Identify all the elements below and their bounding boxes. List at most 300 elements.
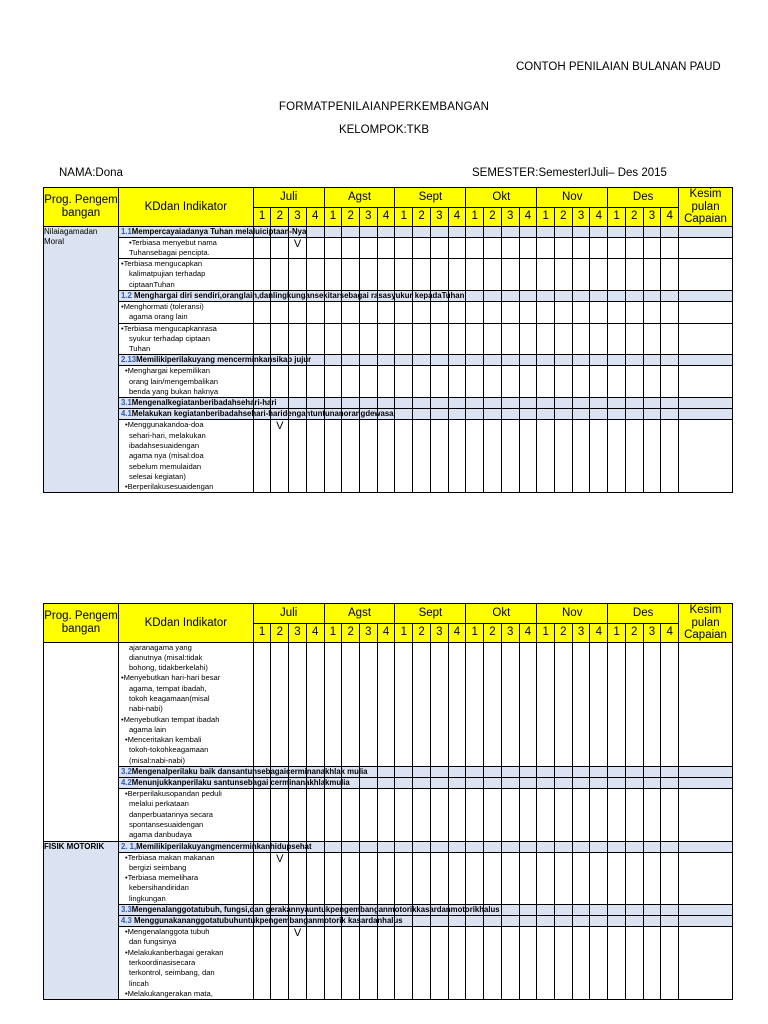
week-cell[interactable]	[430, 366, 448, 398]
week-cell[interactable]	[572, 841, 590, 852]
summary-cell[interactable]	[679, 355, 733, 366]
week-cell[interactable]	[377, 355, 395, 366]
week-cell[interactable]	[555, 226, 573, 237]
week-cell[interactable]	[501, 355, 519, 366]
week-cell[interactable]	[501, 301, 519, 323]
week-cell[interactable]	[253, 323, 271, 355]
week-cell[interactable]	[572, 905, 590, 916]
week-cell[interactable]	[484, 420, 502, 493]
week-cell[interactable]	[590, 226, 608, 237]
week-cell[interactable]	[306, 226, 324, 237]
week-cell[interactable]	[590, 301, 608, 323]
week-cell[interactable]	[360, 841, 378, 852]
week-cell[interactable]	[430, 841, 448, 852]
week-cell[interactable]	[608, 398, 626, 409]
week-cell[interactable]	[466, 237, 484, 259]
week-cell[interactable]	[342, 852, 360, 904]
week-cell[interactable]	[572, 916, 590, 927]
week-cell[interactable]	[625, 642, 643, 767]
check-mark[interactable]: V	[271, 420, 289, 493]
week-cell[interactable]	[324, 420, 342, 493]
week-cell[interactable]	[555, 420, 573, 493]
week-cell[interactable]	[608, 226, 626, 237]
week-cell[interactable]	[448, 409, 466, 420]
week-cell[interactable]	[448, 927, 466, 1000]
week-cell[interactable]	[661, 778, 679, 789]
week-cell[interactable]	[448, 767, 466, 778]
week-cell[interactable]	[395, 789, 413, 841]
week-cell[interactable]	[661, 852, 679, 904]
week-cell[interactable]	[555, 323, 573, 355]
week-cell[interactable]	[661, 409, 679, 420]
week-cell[interactable]	[661, 366, 679, 398]
week-cell[interactable]	[572, 290, 590, 301]
week-cell[interactable]	[590, 767, 608, 778]
week-cell[interactable]	[501, 237, 519, 259]
week-cell[interactable]	[519, 642, 537, 767]
week-cell[interactable]	[537, 841, 555, 852]
week-cell[interactable]	[643, 409, 661, 420]
week-cell[interactable]	[253, 420, 271, 493]
week-cell[interactable]	[484, 778, 502, 789]
week-cell[interactable]	[519, 778, 537, 789]
week-cell[interactable]	[377, 366, 395, 398]
week-cell[interactable]	[466, 642, 484, 767]
week-cell[interactable]	[430, 355, 448, 366]
week-cell[interactable]	[555, 778, 573, 789]
week-cell[interactable]	[448, 642, 466, 767]
week-cell[interactable]	[537, 420, 555, 493]
week-cell[interactable]	[590, 789, 608, 841]
week-cell[interactable]	[519, 916, 537, 927]
week-cell[interactable]	[608, 905, 626, 916]
week-cell[interactable]	[625, 916, 643, 927]
week-cell[interactable]	[501, 398, 519, 409]
week-cell[interactable]	[608, 852, 626, 904]
week-cell[interactable]	[324, 323, 342, 355]
week-cell[interactable]	[643, 323, 661, 355]
week-cell[interactable]	[430, 323, 448, 355]
week-cell[interactable]	[608, 789, 626, 841]
week-cell[interactable]	[271, 642, 289, 767]
week-cell[interactable]	[306, 927, 324, 1000]
week-cell[interactable]	[643, 226, 661, 237]
week-cell[interactable]	[625, 301, 643, 323]
week-cell[interactable]	[643, 778, 661, 789]
summary-cell[interactable]	[679, 852, 733, 904]
week-cell[interactable]	[537, 789, 555, 841]
week-cell[interactable]	[608, 355, 626, 366]
week-cell[interactable]	[537, 778, 555, 789]
week-cell[interactable]	[608, 767, 626, 778]
week-cell[interactable]	[661, 226, 679, 237]
week-cell[interactable]	[661, 398, 679, 409]
week-cell[interactable]	[608, 301, 626, 323]
week-cell[interactable]	[271, 323, 289, 355]
week-cell[interactable]	[555, 301, 573, 323]
week-cell[interactable]	[501, 420, 519, 493]
week-cell[interactable]	[395, 841, 413, 852]
week-cell[interactable]	[342, 398, 360, 409]
week-cell[interactable]	[519, 355, 537, 366]
week-cell[interactable]	[466, 778, 484, 789]
week-cell[interactable]	[395, 301, 413, 323]
week-cell[interactable]	[555, 841, 573, 852]
week-cell[interactable]	[271, 237, 289, 259]
week-cell[interactable]	[643, 789, 661, 841]
week-cell[interactable]	[377, 778, 395, 789]
week-cell[interactable]	[342, 642, 360, 767]
week-cell[interactable]	[590, 409, 608, 420]
summary-cell[interactable]	[679, 789, 733, 841]
summary-cell[interactable]	[679, 905, 733, 916]
week-cell[interactable]	[537, 301, 555, 323]
week-cell[interactable]	[306, 398, 324, 409]
week-cell[interactable]	[466, 290, 484, 301]
week-cell[interactable]	[661, 789, 679, 841]
week-cell[interactable]	[306, 420, 324, 493]
summary-cell[interactable]	[679, 237, 733, 259]
week-cell[interactable]	[413, 642, 431, 767]
week-cell[interactable]	[360, 366, 378, 398]
week-cell[interactable]	[413, 323, 431, 355]
week-cell[interactable]	[519, 420, 537, 493]
week-cell[interactable]	[590, 323, 608, 355]
week-cell[interactable]	[643, 290, 661, 301]
week-cell[interactable]	[625, 259, 643, 291]
week-cell[interactable]	[501, 778, 519, 789]
week-cell[interactable]	[484, 409, 502, 420]
week-cell[interactable]	[519, 398, 537, 409]
week-cell[interactable]	[377, 767, 395, 778]
week-cell[interactable]	[324, 642, 342, 767]
week-cell[interactable]	[253, 366, 271, 398]
week-cell[interactable]	[324, 355, 342, 366]
week-cell[interactable]	[661, 323, 679, 355]
week-cell[interactable]	[661, 301, 679, 323]
week-cell[interactable]	[572, 642, 590, 767]
summary-cell[interactable]	[679, 642, 733, 767]
week-cell[interactable]	[289, 366, 307, 398]
week-cell[interactable]	[324, 841, 342, 852]
week-cell[interactable]	[501, 841, 519, 852]
week-cell[interactable]	[519, 841, 537, 852]
week-cell[interactable]	[555, 927, 573, 1000]
week-cell[interactable]	[395, 778, 413, 789]
summary-cell[interactable]	[679, 409, 733, 420]
week-cell[interactable]	[253, 789, 271, 841]
week-cell[interactable]	[448, 366, 466, 398]
week-cell[interactable]	[360, 789, 378, 841]
week-cell[interactable]	[501, 927, 519, 1000]
week-cell[interactable]	[271, 789, 289, 841]
week-cell[interactable]	[537, 767, 555, 778]
week-cell[interactable]	[395, 355, 413, 366]
week-cell[interactable]	[661, 355, 679, 366]
week-cell[interactable]	[555, 398, 573, 409]
week-cell[interactable]	[572, 355, 590, 366]
week-cell[interactable]	[448, 226, 466, 237]
week-cell[interactable]	[519, 259, 537, 291]
week-cell[interactable]	[289, 420, 307, 493]
week-cell[interactable]	[395, 852, 413, 904]
week-cell[interactable]	[430, 259, 448, 291]
week-cell[interactable]	[413, 927, 431, 1000]
week-cell[interactable]	[395, 259, 413, 291]
week-cell[interactable]	[448, 237, 466, 259]
week-cell[interactable]	[643, 366, 661, 398]
week-cell[interactable]	[413, 852, 431, 904]
week-cell[interactable]	[253, 927, 271, 1000]
week-cell[interactable]	[537, 237, 555, 259]
week-cell[interactable]	[413, 366, 431, 398]
week-cell[interactable]	[360, 301, 378, 323]
week-cell[interactable]	[625, 366, 643, 398]
week-cell[interactable]	[590, 841, 608, 852]
week-cell[interactable]	[555, 290, 573, 301]
week-cell[interactable]	[271, 301, 289, 323]
week-cell[interactable]	[430, 767, 448, 778]
week-cell[interactable]	[555, 642, 573, 767]
week-cell[interactable]	[342, 789, 360, 841]
week-cell[interactable]	[342, 259, 360, 291]
week-cell[interactable]	[484, 226, 502, 237]
summary-cell[interactable]	[679, 259, 733, 291]
week-cell[interactable]	[608, 642, 626, 767]
week-cell[interactable]	[306, 789, 324, 841]
week-cell[interactable]	[253, 301, 271, 323]
summary-cell[interactable]	[679, 366, 733, 398]
week-cell[interactable]	[608, 778, 626, 789]
week-cell[interactable]	[608, 237, 626, 259]
week-cell[interactable]	[484, 237, 502, 259]
week-cell[interactable]	[519, 301, 537, 323]
summary-cell[interactable]	[679, 927, 733, 1000]
week-cell[interactable]	[466, 927, 484, 1000]
week-cell[interactable]	[590, 259, 608, 291]
week-cell[interactable]	[537, 366, 555, 398]
week-cell[interactable]	[306, 852, 324, 904]
week-cell[interactable]	[289, 642, 307, 767]
week-cell[interactable]	[395, 237, 413, 259]
week-cell[interactable]	[501, 366, 519, 398]
week-cell[interactable]	[572, 226, 590, 237]
week-cell[interactable]	[324, 301, 342, 323]
week-cell[interactable]	[590, 852, 608, 904]
week-cell[interactable]	[537, 852, 555, 904]
week-cell[interactable]	[661, 290, 679, 301]
summary-cell[interactable]	[679, 841, 733, 852]
week-cell[interactable]	[430, 226, 448, 237]
week-cell[interactable]	[253, 237, 271, 259]
week-cell[interactable]	[501, 226, 519, 237]
week-cell[interactable]	[555, 409, 573, 420]
week-cell[interactable]	[377, 420, 395, 493]
week-cell[interactable]	[289, 323, 307, 355]
week-cell[interactable]	[484, 301, 502, 323]
week-cell[interactable]	[661, 916, 679, 927]
week-cell[interactable]	[342, 927, 360, 1000]
check-mark[interactable]: V	[289, 927, 307, 1000]
week-cell[interactable]	[377, 301, 395, 323]
week-cell[interactable]	[643, 927, 661, 1000]
week-cell[interactable]	[484, 841, 502, 852]
week-cell[interactable]	[625, 226, 643, 237]
week-cell[interactable]	[377, 642, 395, 767]
week-cell[interactable]	[643, 301, 661, 323]
week-cell[interactable]	[377, 927, 395, 1000]
week-cell[interactable]	[537, 642, 555, 767]
week-cell[interactable]	[519, 927, 537, 1000]
week-cell[interactable]	[306, 642, 324, 767]
week-cell[interactable]	[413, 398, 431, 409]
week-cell[interactable]	[466, 916, 484, 927]
week-cell[interactable]	[572, 323, 590, 355]
week-cell[interactable]	[377, 226, 395, 237]
week-cell[interactable]	[555, 355, 573, 366]
week-cell[interactable]	[501, 409, 519, 420]
summary-cell[interactable]	[679, 916, 733, 927]
week-cell[interactable]	[395, 420, 413, 493]
week-cell[interactable]	[377, 237, 395, 259]
week-cell[interactable]	[555, 366, 573, 398]
week-cell[interactable]	[342, 366, 360, 398]
week-cell[interactable]	[501, 323, 519, 355]
week-cell[interactable]	[555, 767, 573, 778]
week-cell[interactable]	[555, 789, 573, 841]
week-cell[interactable]	[377, 323, 395, 355]
week-cell[interactable]	[625, 789, 643, 841]
week-cell[interactable]	[360, 226, 378, 237]
week-cell[interactable]	[448, 301, 466, 323]
week-cell[interactable]	[484, 852, 502, 904]
week-cell[interactable]	[430, 916, 448, 927]
week-cell[interactable]	[360, 237, 378, 259]
week-cell[interactable]	[342, 420, 360, 493]
week-cell[interactable]	[643, 905, 661, 916]
week-cell[interactable]	[430, 301, 448, 323]
week-cell[interactable]	[519, 409, 537, 420]
week-cell[interactable]	[590, 237, 608, 259]
week-cell[interactable]	[430, 237, 448, 259]
week-cell[interactable]	[484, 398, 502, 409]
week-cell[interactable]	[590, 290, 608, 301]
week-cell[interactable]	[590, 916, 608, 927]
week-cell[interactable]	[590, 355, 608, 366]
week-cell[interactable]	[643, 767, 661, 778]
week-cell[interactable]	[608, 420, 626, 493]
week-cell[interactable]	[395, 366, 413, 398]
week-cell[interactable]	[537, 409, 555, 420]
week-cell[interactable]	[466, 355, 484, 366]
week-cell[interactable]	[430, 409, 448, 420]
week-cell[interactable]	[661, 642, 679, 767]
week-cell[interactable]	[555, 852, 573, 904]
week-cell[interactable]	[466, 789, 484, 841]
week-cell[interactable]	[625, 237, 643, 259]
week-cell[interactable]	[413, 916, 431, 927]
week-cell[interactable]	[395, 767, 413, 778]
week-cell[interactable]	[661, 237, 679, 259]
week-cell[interactable]	[484, 789, 502, 841]
week-cell[interactable]	[430, 852, 448, 904]
week-cell[interactable]	[306, 259, 324, 291]
week-cell[interactable]	[625, 409, 643, 420]
week-cell[interactable]	[484, 767, 502, 778]
week-cell[interactable]	[537, 927, 555, 1000]
week-cell[interactable]	[253, 642, 271, 767]
week-cell[interactable]	[625, 841, 643, 852]
week-cell[interactable]	[395, 226, 413, 237]
week-cell[interactable]	[590, 642, 608, 767]
week-cell[interactable]	[448, 916, 466, 927]
week-cell[interactable]	[413, 226, 431, 237]
check-mark[interactable]: V	[289, 237, 307, 259]
week-cell[interactable]	[289, 789, 307, 841]
week-cell[interactable]	[413, 789, 431, 841]
week-cell[interactable]	[324, 789, 342, 841]
week-cell[interactable]	[377, 852, 395, 904]
week-cell[interactable]	[466, 366, 484, 398]
week-cell[interactable]	[661, 259, 679, 291]
week-cell[interactable]	[271, 366, 289, 398]
week-cell[interactable]	[413, 420, 431, 493]
week-cell[interactable]	[448, 841, 466, 852]
week-cell[interactable]	[608, 366, 626, 398]
week-cell[interactable]	[661, 767, 679, 778]
week-cell[interactable]	[253, 259, 271, 291]
week-cell[interactable]	[448, 259, 466, 291]
week-cell[interactable]	[519, 290, 537, 301]
week-cell[interactable]	[519, 237, 537, 259]
week-cell[interactable]	[537, 398, 555, 409]
week-cell[interactable]	[484, 366, 502, 398]
week-cell[interactable]	[625, 290, 643, 301]
week-cell[interactable]	[537, 323, 555, 355]
week-cell[interactable]	[572, 789, 590, 841]
week-cell[interactable]	[643, 642, 661, 767]
week-cell[interactable]	[466, 420, 484, 493]
week-cell[interactable]	[501, 916, 519, 927]
week-cell[interactable]	[661, 841, 679, 852]
week-cell[interactable]	[289, 301, 307, 323]
week-cell[interactable]	[625, 420, 643, 493]
week-cell[interactable]	[484, 916, 502, 927]
week-cell[interactable]	[430, 789, 448, 841]
week-cell[interactable]	[413, 767, 431, 778]
week-cell[interactable]	[342, 301, 360, 323]
week-cell[interactable]	[643, 259, 661, 291]
summary-cell[interactable]	[679, 323, 733, 355]
week-cell[interactable]	[501, 290, 519, 301]
summary-cell[interactable]	[679, 226, 733, 237]
week-cell[interactable]	[590, 778, 608, 789]
week-cell[interactable]	[395, 927, 413, 1000]
week-cell[interactable]	[360, 642, 378, 767]
week-cell[interactable]	[360, 323, 378, 355]
week-cell[interactable]	[643, 398, 661, 409]
week-cell[interactable]	[572, 301, 590, 323]
week-cell[interactable]	[466, 767, 484, 778]
week-cell[interactable]	[537, 916, 555, 927]
week-cell[interactable]	[625, 323, 643, 355]
week-cell[interactable]	[466, 852, 484, 904]
week-cell[interactable]	[395, 642, 413, 767]
week-cell[interactable]	[306, 366, 324, 398]
week-cell[interactable]	[608, 323, 626, 355]
week-cell[interactable]	[555, 916, 573, 927]
week-cell[interactable]	[306, 323, 324, 355]
